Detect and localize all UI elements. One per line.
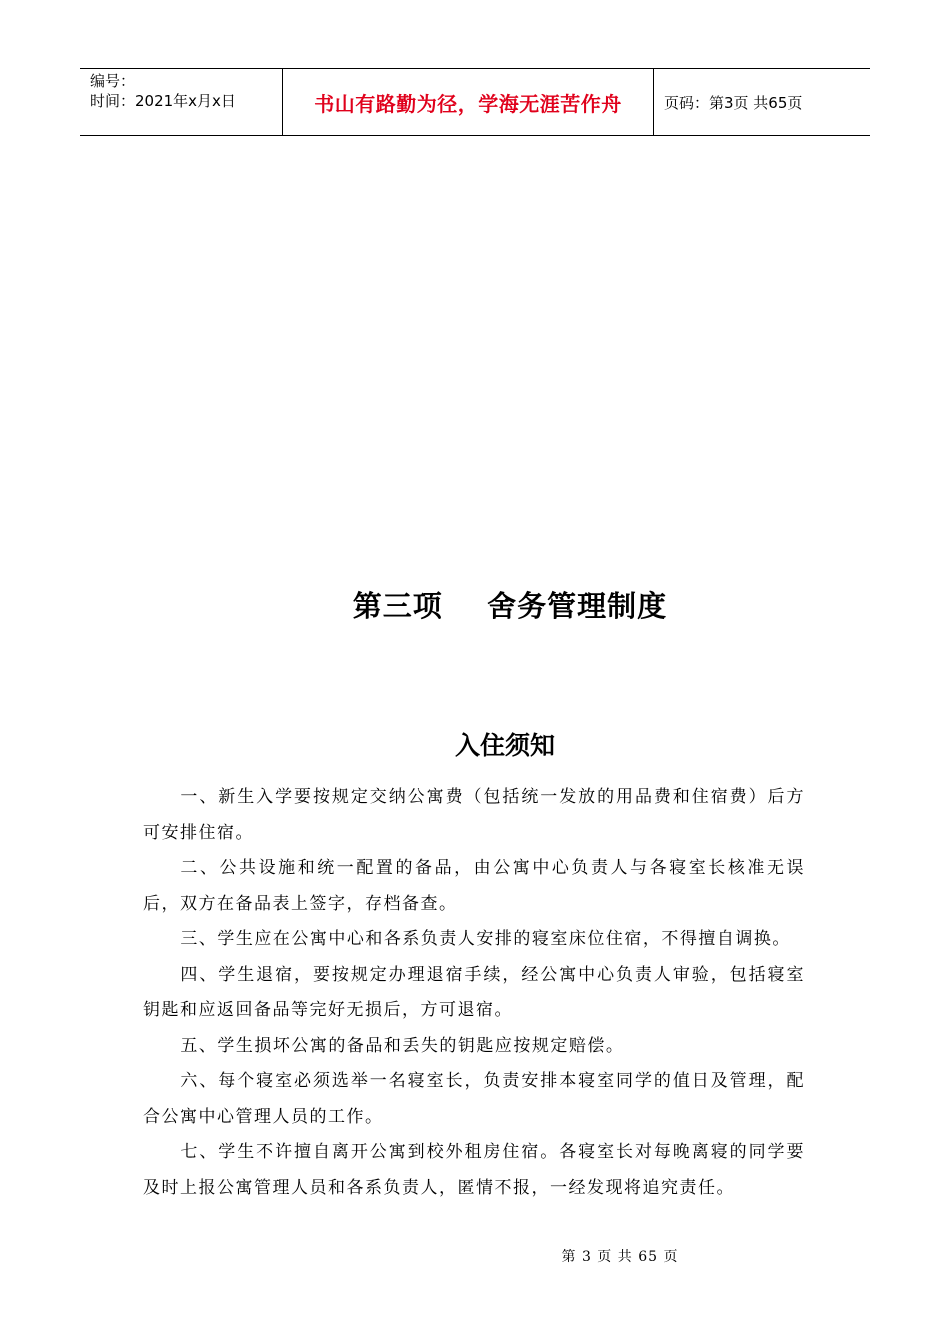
document-body	[143, 780, 805, 1206]
header-motto: 书山有路勤为径，学海无涯苦作舟	[314, 91, 622, 116]
paragraph: 四、学生退宿，要按规定办理退宿手续，经公寓中心负责人审验，包括寝室钥匙和应返回备品等完好无损后，方可退宿。	[143, 964, 805, 1020]
paragraph: 七、学生不许擅自离开公寓到校外租房住宿。各寝室长对每晚离寝的同学要及时上报公寓管理人员和各系负责人，匿情不报，一经发现将追究责任。	[143, 1142, 805, 1198]
page-footer: 第 3 页 共 65 页	[561, 1249, 679, 1265]
header-motto-cell	[282, 69, 654, 135]
page-header-table	[80, 68, 870, 136]
paragraph: 三、学生应在公寓中心和各系负责人安排的寝室床位住宿，不得擅自调换。	[180, 929, 791, 949]
section-title: 入住须知	[454, 731, 555, 760]
header-meta-cell	[80, 69, 282, 135]
paragraph: 五、学生损坏公寓的备品和丢失的钥匙应按规定赔偿。	[180, 1035, 625, 1056]
header-page-cell	[654, 69, 870, 135]
header-page-info: 页码：第3页 共65页	[664, 93, 803, 112]
paragraph: 二、公共设施和统一配置的备品，由公寓中心负责人与各寝室长核准无误后，双方在备品表上签字，存档备查。	[143, 858, 805, 914]
document-time-label: 时间：2021年x月x日	[90, 92, 236, 110]
main-title: 第三项 舍务管理制度	[352, 589, 668, 623]
document-number-label: 编号：	[90, 72, 136, 90]
paragraph: 六、每个寝室必须选举一名寝室长，负责安排本寝室同学的值日及管理，配合公寓中心管理人员的工作。	[143, 1071, 805, 1127]
paragraph: 一、新生入学要按规定交纳公寓费（包括统一发放的用品费和住宿费）后方可安排住宿。	[143, 787, 805, 843]
